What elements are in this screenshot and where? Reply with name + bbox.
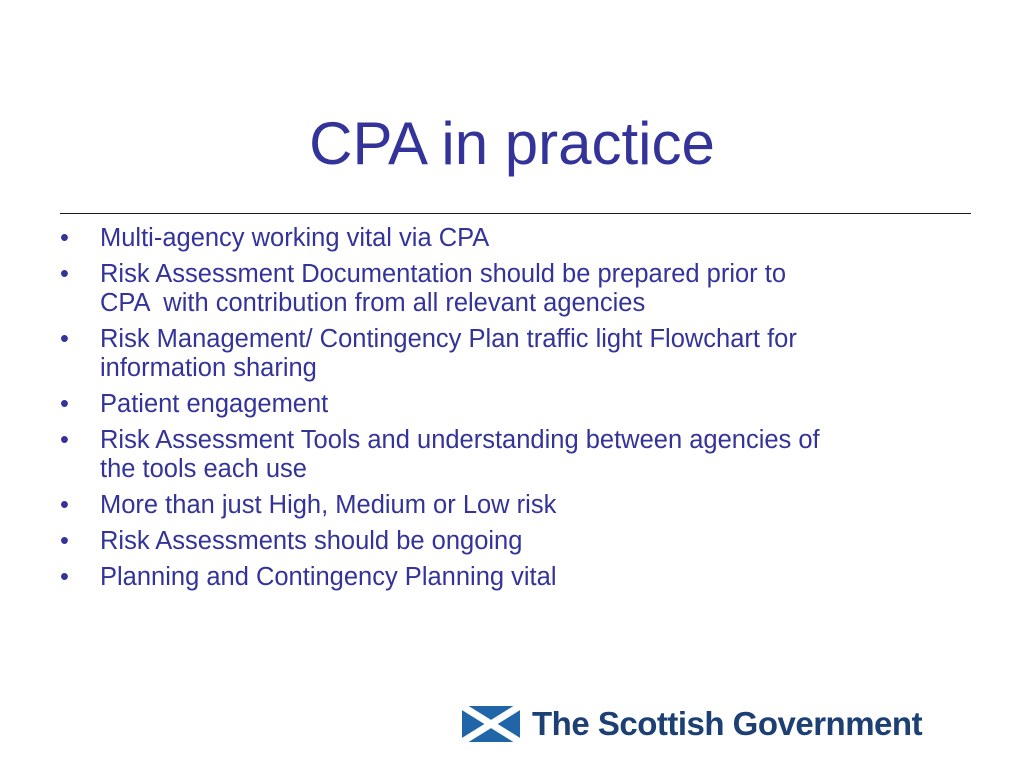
bullet-text: Risk Assessment Tools and understanding between agencies of the tools each use [100,426,820,483]
bullet-marker: • [60,527,69,555]
saltire-flag-icon [462,706,520,742]
bullet-item [60,426,960,484]
logo-text: The Scottish Government [532,705,923,742]
bullet-marker: • [60,224,69,252]
bullet-marker: • [60,491,69,519]
bullet-item [60,224,960,253]
title-divider [60,213,971,214]
bullet-item [60,563,960,592]
bullet-list [60,224,960,599]
bullet-marker: • [60,426,69,454]
bullet-text: Planning and Contingency Planning vital [100,563,557,591]
bullet-marker: • [60,260,69,288]
bullet-text: Patient engagement [100,390,329,418]
slide-title: CPA in practice [309,110,715,177]
bullet-text: More than just High, Medium or Low risk [100,491,557,519]
bullet-item [60,390,960,419]
bullet-marker: • [60,390,69,418]
bullet-marker: • [60,325,69,353]
bullet-item [60,491,960,520]
bullet-marker: • [60,563,69,591]
bullet-item [60,260,960,318]
bullet-text: Risk Assessment Documentation should be prepared prior to CPA with contribution from all relevant agencies [100,260,787,317]
bullet-text: Risk Assessments should be ongoing [100,527,523,555]
bullet-item [60,325,960,383]
bullet-text: Risk Management/ Contingency Plan traffic light Flowchart for information sharing [100,325,797,382]
bullet-text: Multi-agency working vital via CPA [100,224,490,252]
bullet-item [60,527,960,556]
scottish-government-logo [462,702,922,746]
